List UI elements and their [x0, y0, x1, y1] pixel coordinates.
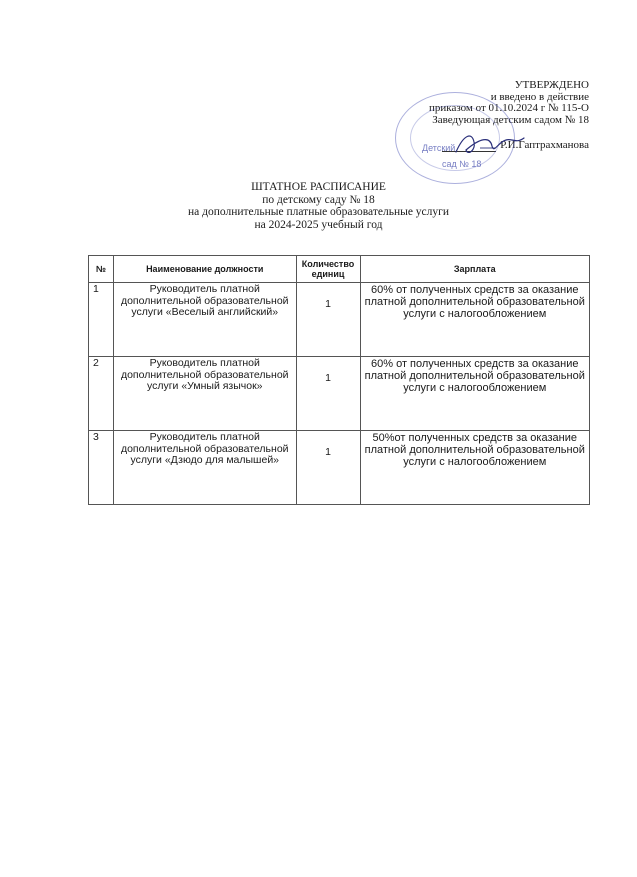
approval-order: приказом от 01.10.2024 г № 115-О [429, 102, 589, 114]
row-num: 2 [89, 357, 114, 431]
header-num: № [89, 256, 114, 283]
row-count: 1 [296, 357, 360, 431]
row-position: Руководитель платной дополнительной образовательной услуги «Дзюдо для малышей» [113, 431, 296, 505]
row-num: 1 [89, 283, 114, 357]
approval-signer: Р.И.Гаптрахманова [500, 139, 589, 151]
row-count: 1 [296, 283, 360, 357]
title-year: на 2024-2025 учебный год [254, 218, 383, 231]
stamp-text-1: Детский [422, 143, 456, 153]
staff-table [88, 255, 590, 505]
title-org: по детскому саду № 18 [262, 193, 375, 206]
table-row [89, 283, 590, 357]
row-position: Руководитель платной дополнительной образовательной услуги «Умный язычок» [113, 357, 296, 431]
table-row [89, 357, 590, 431]
row-position: Руководитель платной дополнительной образовательной услуги «Веселый английский» [113, 283, 296, 357]
approval-heading: УТВЕРЖДЕНО [514, 79, 589, 91]
row-count: 1 [296, 431, 360, 505]
stamp-text-2: сад № 18 [442, 159, 482, 169]
document-title [0, 181, 637, 231]
handwritten-signature [450, 128, 530, 164]
row-salary: 60% от полученных средств за оказание платной дополнительной образовательной услуги с налогообложением [360, 357, 589, 431]
header-count: Количество единиц [296, 256, 360, 283]
title-subject: на дополнительные платные образовательные услуги [187, 206, 450, 218]
header-position: Наименование должности [113, 256, 296, 283]
title-main: ШТАТНОЕ РАСПИСАНИЕ [251, 181, 386, 193]
row-num: 3 [89, 431, 114, 505]
table-header-row [89, 256, 590, 283]
header-salary: Зарплата [360, 256, 589, 283]
row-salary: 50%от полученных средств за оказание платной дополнительной образовательной услуги с налогообложением [360, 431, 589, 505]
table-row [89, 431, 590, 505]
approval-role: Заведующая детским садом № 18 [432, 113, 589, 126]
row-salary: 60% от полученных средств за оказание платной дополнительной образовательной услуги с налогообложением [360, 283, 589, 357]
approval-enacted: и введено в действие [490, 90, 589, 103]
